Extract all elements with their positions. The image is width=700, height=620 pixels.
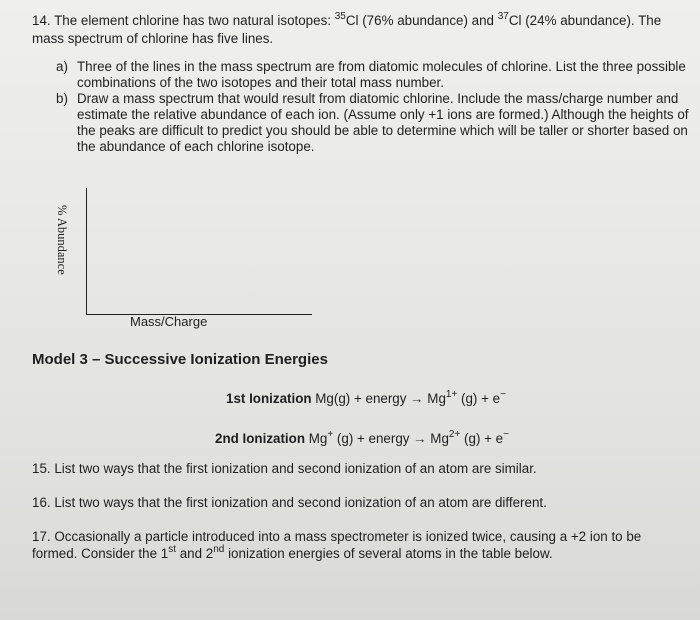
- isotope1-mass: 35: [334, 11, 346, 22]
- q16-text: 16. List two ways that the first ionization and second ionization of an atom are different.: [32, 495, 547, 510]
- q14-a-line2: combinations of the two isotopes and their total mass number.: [77, 75, 444, 90]
- q14-a-line1: Three of the lines in the mass spectrum are from diatomic molecules of chlorine. List the three possible: [77, 59, 686, 74]
- graph-y-label: % Abundance: [55, 205, 69, 275]
- first-ionization-label: 1st Ionization: [226, 391, 312, 406]
- q14-intro-text: 14. The element chlorine has two natural isotopes:: [32, 13, 335, 28]
- q15-text: 15. List two ways that the first ionization and second ionization of an atom are similar.: [32, 461, 537, 476]
- q17-line1: 17. Occasionally a particle introduced into a mass spectrometer is ionized twice, causing a +2 ion to be: [32, 529, 642, 544]
- eq2-text-b: (g) + energy → Mg: [333, 431, 449, 446]
- eq2-electron-charge: −: [503, 429, 509, 440]
- q14-b-line2: estimate the relative abundance of each ion. (Assume only +1 ions are formed.) Although the heights of: [77, 107, 689, 122]
- eq1-text-b: (g) + e: [457, 391, 501, 406]
- graph-x-label: Mass/Charge: [130, 314, 208, 329]
- q14-b-line4: the abundance of each chlorine isotope.: [77, 139, 315, 154]
- isotope2-text: Cl (24% abundance). The: [508, 13, 662, 28]
- second-ionization-equation: [215, 431, 509, 446]
- q14-b-line1: Draw a mass spectrum that would result from diatomic chlorine. Include the mass/charge number and: [77, 91, 679, 106]
- model3-heading: Model 3 – Successive Ionization Energies: [32, 351, 328, 368]
- q17-text-a: formed. Consider the 1: [32, 546, 169, 561]
- isotope2-mass: 37: [497, 11, 509, 22]
- first-ionization-equation: [226, 391, 506, 406]
- q14-b-label: b): [56, 91, 68, 106]
- eq1-charge: 1+: [445, 389, 458, 400]
- q14-line1: [32, 13, 661, 28]
- second-ionization-label: 2nd Ionization: [215, 431, 306, 446]
- eq1-text-a: Mg(g) + energy → Mg: [311, 391, 446, 406]
- q14-a-label: a): [56, 59, 68, 74]
- eq2-text-c: (g) + e: [460, 431, 504, 446]
- graph-y-axis: [86, 188, 87, 315]
- eq2-charge2: 2+: [448, 429, 461, 440]
- q14-b-line3: the peaks are difficult to predict you should be able to determine which will be taller or shorter based on: [77, 123, 688, 138]
- q17-text-c: ionization energies of several atoms in the table below.: [224, 546, 553, 561]
- eq1-electron-charge: −: [500, 389, 506, 400]
- q17-sup-st: st: [168, 544, 176, 555]
- eq2-charge1: +: [327, 429, 334, 440]
- q17-sup-nd: nd: [213, 544, 225, 555]
- q17-text-b: and 2: [176, 546, 214, 561]
- q17-line2: [32, 546, 553, 561]
- eq2-text-a: Mg: [305, 431, 328, 446]
- isotope1-text: Cl (76% abundance) and: [345, 13, 498, 28]
- q14-line2: mass spectrum of chlorine has five lines.: [32, 31, 274, 46]
